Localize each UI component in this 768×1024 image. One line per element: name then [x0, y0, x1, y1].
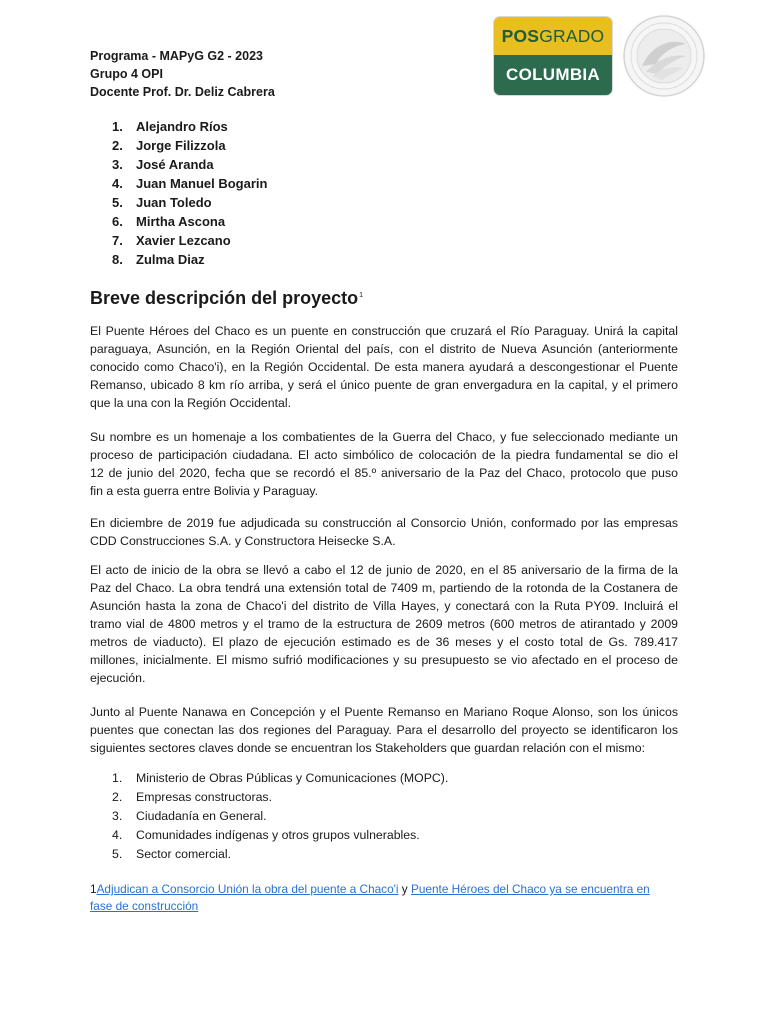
list-item: 4. Juan Manuel Bogarin: [112, 176, 268, 191]
paragraph-4: El acto de inicio de la obra se llevó a cabo el 12 de junio de 2020, en el 85 aniversario de la firma de la Paz del Chaco. La obra tendrá una extensión total de 7409 m, partiendo de la rotonda de la Costanera de Asunción hasta la zona de Chaco'i del distrito de Villa Hayes, y conectará con la Ruta PY09. Incluirá el tramo vial de 4800 metros y el tramo de la estructura de 2609 metros (600 metros de atirantado y 2009 metros de viaducto). El plazo de ejecución estimado es de 36 meses y el costo total de Gs. 789.417 millones, inicialmente. El mismo sufrió modificaciones y su presupuesto se vio afectado en el proceso de ejecución.: [90, 563, 678, 685]
section-heading: Breve descripción del proyecto$^1$: [90, 288, 363, 308]
stakeholder-text: Comunidades indígenas y otros grupos vulnerables.: [136, 828, 420, 842]
member-name: Zulma Diaz: [136, 252, 205, 267]
list-item: 5. Sector comercial.: [112, 847, 231, 861]
list-item: 3. Ciudadanía en General.: [112, 809, 267, 823]
header-info: [90, 47, 275, 101]
member-name: Juan Manuel Bogarin: [136, 176, 268, 191]
paragraph-3: En diciembre de 2019 fue adjudicada su construcción al Consorcio Unión, conformado por las empresas CDD Construcciones S.A. y Constructora Heisecke S.A.: [90, 516, 678, 548]
logo-pos-text: POS: [501, 25, 540, 46]
paragraph-5: Junto al Puente Nanawa en Concepción y el Puente Remanso en Mariano Roque Alonso, son los únicos puentes que conectan las dos regiones del Paraguay. Para el desarrollo del proyecto se identificaron los siguientes sectores claves donde se encuentran los Stakeholders que guardan relación con el mismo:: [90, 705, 678, 755]
stakeholder-text: Sector comercial.: [136, 847, 231, 861]
stakeholder-text: Empresas constructoras.: [136, 790, 272, 804]
list-item: 5. Juan Toledo: [112, 195, 212, 210]
member-name: Alejandro Ríos: [136, 119, 228, 134]
list-item: 2. Jorge Filizzola: [112, 138, 226, 153]
list-item: 2. Empresas constructoras.: [112, 790, 272, 804]
member-name: Mirtha Ascona: [136, 214, 226, 229]
member-name: José Aranda: [136, 157, 214, 172]
footnote-joiner: y: [398, 882, 411, 896]
university-seal-icon: [622, 14, 706, 98]
list-item: 6. Mirtha Ascona: [112, 214, 226, 229]
list-item: 1. Alejandro Ríos: [112, 119, 228, 134]
stakeholders-list: [112, 769, 448, 864]
footnote-link-puente-heroes[interactable]: Puente Héroes del Chaco ya se encuentra en: [411, 882, 650, 896]
footnote: [90, 881, 690, 915]
logo-grado-text: GRADO: [539, 25, 605, 46]
footnote-link-puente-heroes-cont[interactable]: fase de construcción: [90, 899, 199, 913]
logo-top-band: [494, 17, 612, 55]
list-item: 4. Comunidades indígenas y otros grupos vulnerables.: [112, 828, 420, 842]
footnote-link-adjudican[interactable]: Adjudican a Consorcio Unión la obra del puente a Chaco'i: [96, 882, 399, 896]
team-members-list: [112, 117, 267, 269]
member-name: Xavier Lezcano: [136, 233, 231, 248]
teacher-line: Docente Prof. Dr. Deliz Cabrera: [90, 85, 275, 99]
member-name: Jorge Filizzola: [136, 138, 226, 153]
list-item: 8. Zulma Diaz: [112, 252, 205, 267]
group-line: Grupo 4 OPI: [90, 67, 163, 81]
footnote-number: 1: [90, 882, 97, 896]
stakeholder-text: Ministerio de Obras Públicas y Comunicaciones (MOPC).: [136, 771, 449, 785]
paragraph-2: Su nombre es un homenaje a los combatientes de la Guerra del Chaco, y fue seleccionado mediante un proceso de participación ciudadana. El acto simbólico de colocación de la piedra fundamental se dio el 12 de junio del 2020, fecha que se recordó el 85.º aniversario de la Paz del Chaco, protocolo que puso fin a esta guerra entre Bolivia y Paraguay.: [90, 430, 678, 498]
stakeholder-text: Ciudadanía en General.: [136, 809, 267, 823]
program-line: Programa - MAPyG G2 - 2023: [90, 49, 263, 63]
list-item: 3. José Aranda: [112, 157, 214, 172]
member-name: Juan Toledo: [136, 195, 212, 210]
posgrado-columbia-logo: [494, 17, 612, 95]
list-item: 7. Xavier Lezcano: [112, 233, 231, 248]
logo-columbia-text: COLUMBIA: [494, 55, 612, 95]
paragraph-1: El Puente Héroes del Chaco es un puente en construcción que cruzará el Río Paraguay. Unirá la capital paraguaya, Asunción, en la Región Oriental del país, con el distrito de Nueva Asunción (anteriormente conocido como Chaco'i), en la Región Occidental. De esta manera ayudará a descongestionar el Puente Remanso, ubicado 8 km río arriba, y será el único puente de gran envergadura en la capital, y el primero que la una con la Región Occidental.: [90, 324, 678, 410]
footnote-reference: 1: [359, 292, 363, 299]
list-item: 1. Ministerio de Obras Públicas y Comunicaciones (MOPC).: [112, 771, 449, 785]
